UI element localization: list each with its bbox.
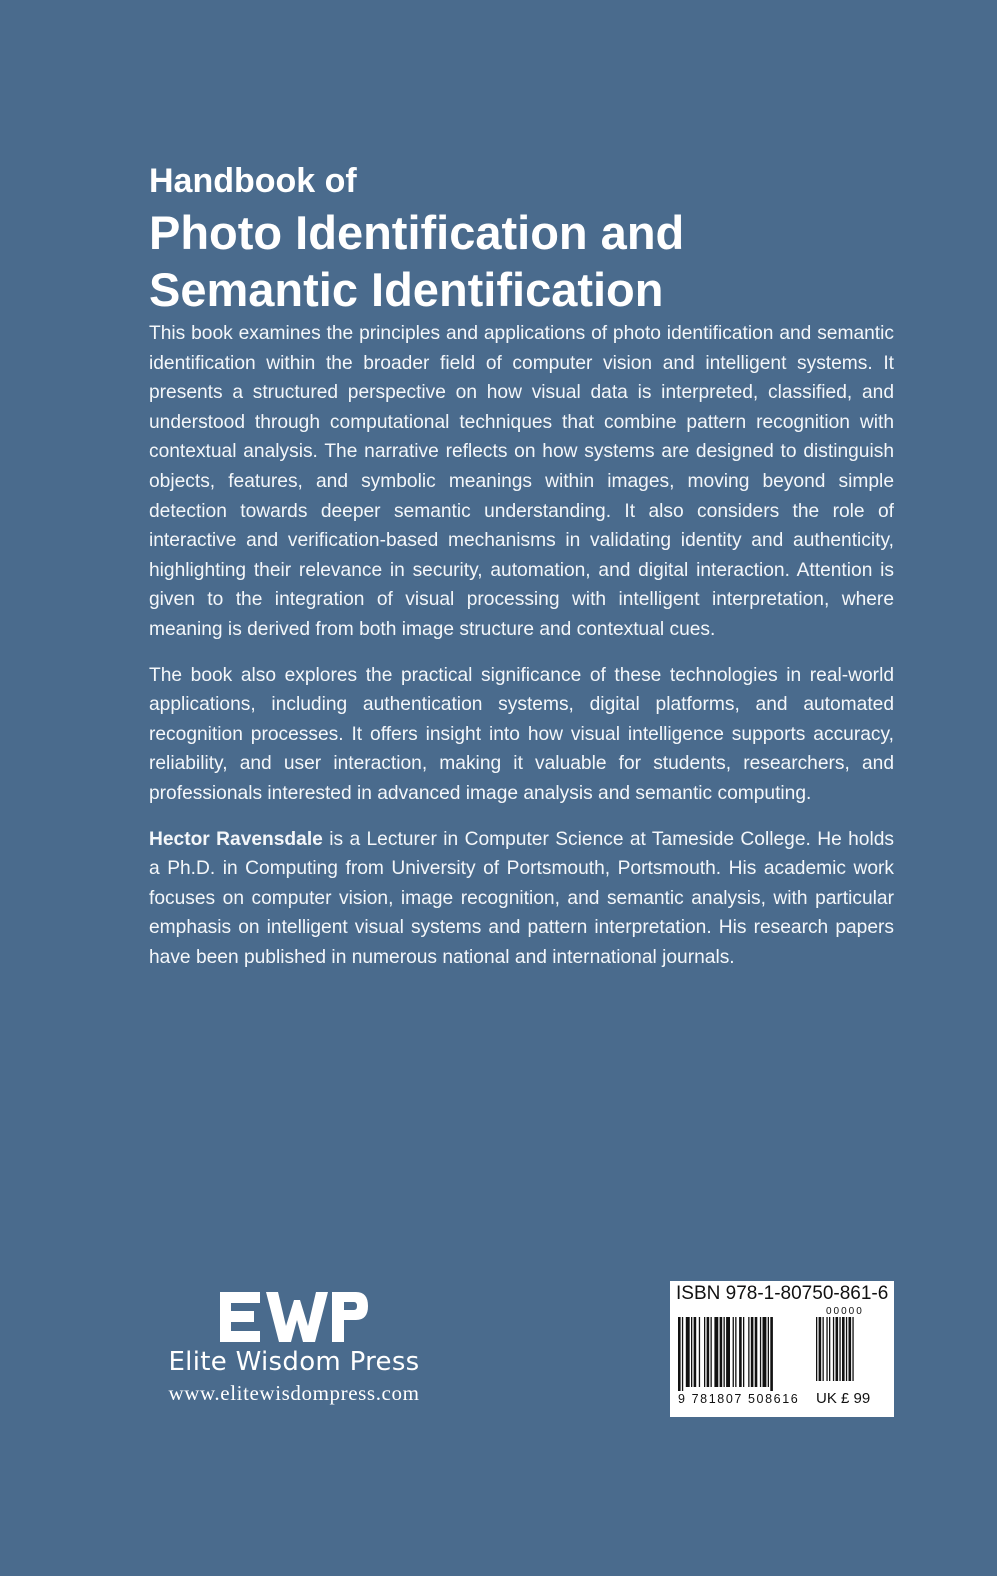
barcode-addon-digits: 00000 [826,1306,864,1317]
description-paragraph-1: This book examines the principles and applications of photo identification and semantic identification within the broader field of computer vision and intelligent systems. It presents a structured perspective on how visual data is interpreted, classified, and understood through computational techniques that combine pattern recognition with contextual analysis. The narrative reflects on how systems are designed to distinguish objects, features, and symbolic meanings within images, moving beyond simple detection towards deeper semantic understanding. It also considers the role of interactive and verification-based mechanisms in validating identity and authenticity, highlighting their relevance in security, automation, and digital interaction. Attention is given to the integration of visual processing with intelligent interpretation, where meaning is derived from both image structure and contextual cues. [149,323,894,640]
publisher-url: www.elitewisdompress.com [168,1381,420,1405]
description-text [149,319,894,988]
title-block [149,160,894,318]
title-prefix: Handbook of [149,162,357,200]
price-label: UK £ 99 [816,1390,871,1407]
barcode-bars [678,1317,888,1393]
author-bio-text: is a Lecturer in Computer Science at Tameside College. He holds a Ph.D. in Computing from University of Portsmouth, Portsmouth. His academic work focuses on computer vision, image recognition, and semantic analysis, with particular emphasis on intelligent visual systems and pattern interpretation. His research papers have been published in numerous national and international journals. [149,828,894,968]
title-line-1: Photo Identification and [149,206,685,259]
description-paragraph-2: The book also explores the practical significance of these technologies in real-world applications, including authentication systems, digital platforms, and automated recognition processes. It offers insight into how visual intelligence supports accuracy, reliability, and user interaction, making it valuable for students, researchers, and professionals interested in advanced image analysis and semantic computing. [149,664,894,804]
barcode-ean-digits: 9 781807 508616 [678,1392,800,1406]
isbn-number: ISBN 978-1-80750-861-6 [676,1283,889,1304]
author-bio [149,825,894,973]
title-line-2: Semantic Identification [149,263,664,316]
publisher-logo [220,1292,368,1342]
publisher-block [149,1292,439,1406]
isbn-barcode [670,1281,894,1417]
author-name: Hector Ravensdale [149,828,323,850]
publisher-name: Elite Wisdom Press [168,1347,420,1377]
